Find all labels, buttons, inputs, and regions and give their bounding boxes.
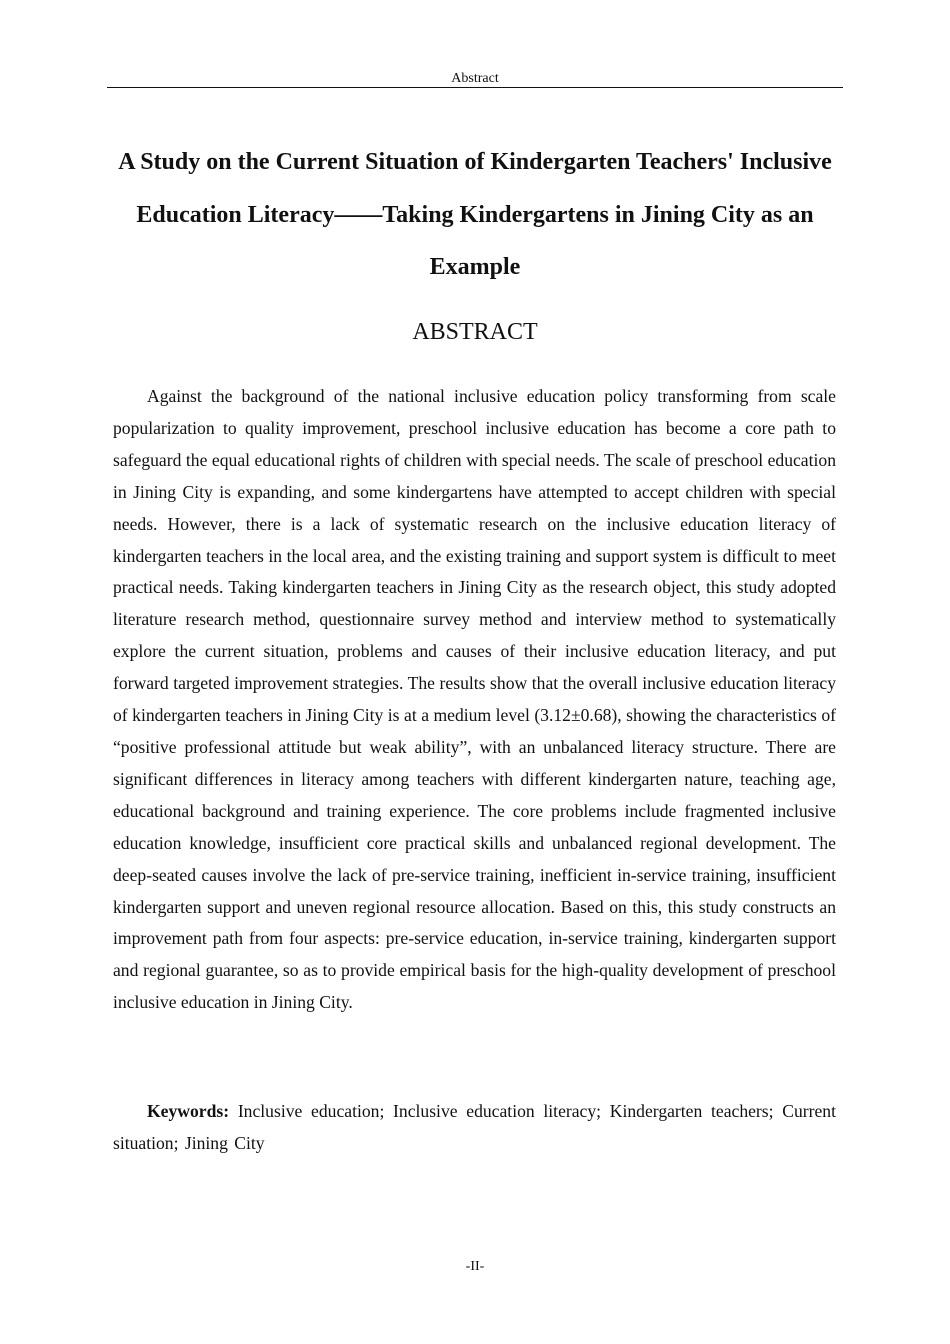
keywords-paragraph	[113, 1096, 836, 1160]
keywords-label: Keywords:	[147, 1101, 230, 1121]
header-rule	[107, 87, 843, 88]
running-header: Abstract	[451, 71, 499, 86]
abstract-heading: ABSTRACT	[412, 319, 538, 345]
thesis-title: A Study on the Current Situation of Kindergarten Teachers' Inclusive Education Literacy——Taking Kindergartens in Jining City as an Example	[118, 149, 832, 280]
abstract-body: Against the background of the national inclusive education policy transforming from scale popularization to quality improvement, preschool inclusive education has become a core path to safeguard the equal educational rights of children with special needs. The scale of preschool education in Jining City is expanding, and some kindergartens have attempted to accept children with special needs. However, there is a lack of systematic research on the inclusive education literacy of kindergarten teachers in the local area, and the existing training and support system is difficult to meet practical needs. Taking kindergarten teachers in Jining City as the research object, this study adopted literature research method, questionnaire survey method and interview method to systematically explore the current situation, problems and causes of their inclusive education literacy, and put forward targeted improvement strategies. The results show that the overall inclusive education literacy of kindergarten teachers in Jining City is at a medium level (3.12±0.68), showing the characteristics of “positive professional attitude but weak ability”, with an unbalanced literacy structure. There are significant differences in literacy among teachers with different kindergarten nature, teaching age, educational background and training experience. The core problems include fragmented inclusive education knowledge, insufficient core practical skills and unbalanced regional development. The deep-seated causes involve the lack of pre-service training, inefficient in-service training, insufficient kindergarten support and uneven regional resource allocation. Based on this, this study constructs an improvement path from four aspects: pre-service education, in-service training, kindergarten support and regional guarantee, so as to provide empirical basis for the high-quality development of preschool inclusive education in Jining City.	[113, 386, 836, 1013]
page-number: -II-	[465, 1259, 485, 1274]
keywords-text: Inclusive education; Inclusive education literacy; Kindergarten teachers; Current situation; Jining City	[113, 1101, 836, 1153]
